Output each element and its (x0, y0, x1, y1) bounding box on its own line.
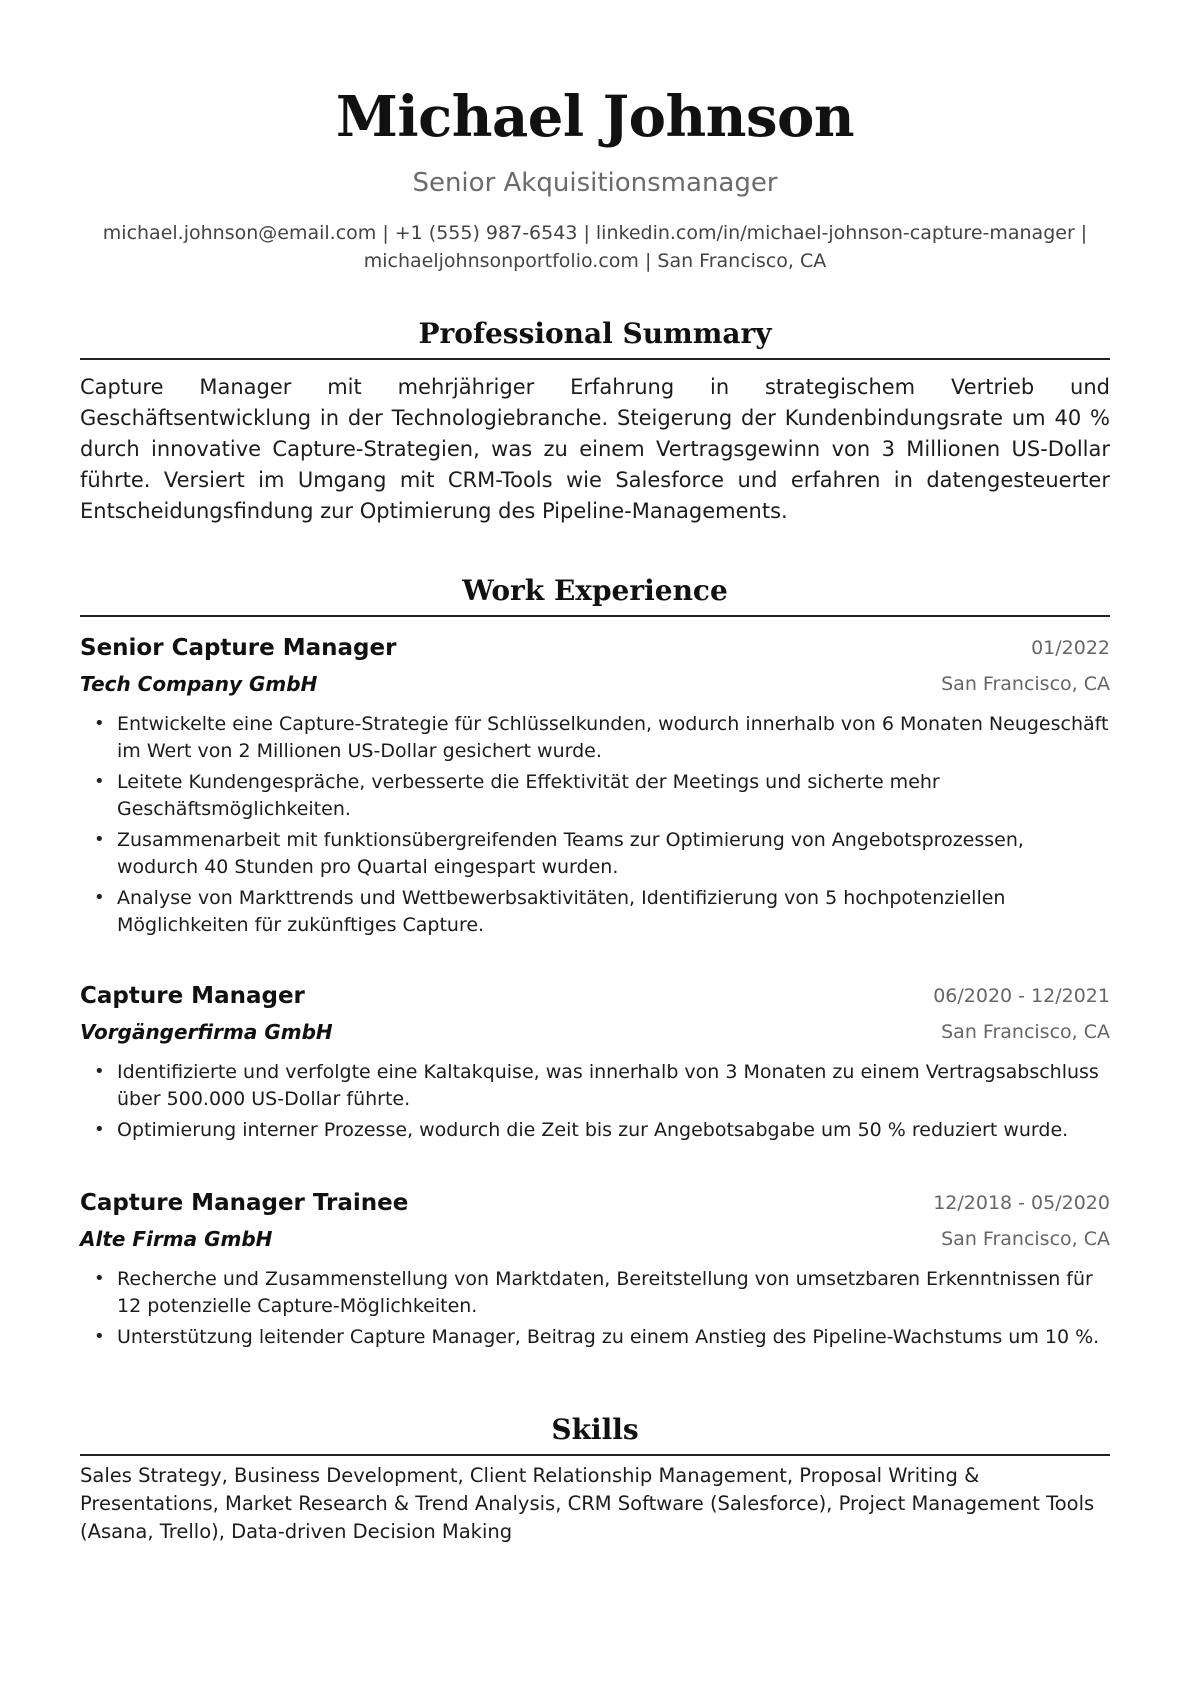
job-bullet: • Optimierung interner Prozesse, wodurch die Zeit bis zur Angebotsabgabe um 50 % reduziert wurde. (80, 1117, 1110, 1144)
job-date: 12/2018 - 05/2020 (933, 1192, 1110, 1214)
experience-heading: Work Experience (462, 574, 728, 607)
bullet-icon: • (94, 713, 105, 734)
bullet-icon: • (94, 1268, 105, 1289)
job-bullet: • Unterstützung leitender Capture Manager, Beitrag zu einem Anstieg des Pipeline-Wachstums um 10 %. (80, 1324, 1110, 1351)
summary-heading: Professional Summary (418, 317, 772, 350)
job-bullet: • Analyse von Markttrends und Wettbewerbsaktivitäten, Identifizierung von 5 hochpotenziellen Möglichkeiten für zukünftiges Capture. (94, 887, 1006, 936)
summary-divider (80, 358, 1110, 360)
job-bullet: • Zusammenarbeit mit funktionsübergreifenden Teams zur Optimierung von Angebotsprozessen, wodurch 40 Stunden pro Quartal eingespart wurden. (94, 829, 1024, 878)
experience-divider (80, 615, 1110, 617)
job-entry (80, 631, 1110, 943)
contact-info (100, 219, 1090, 275)
contact-line-1: michael.johnson@email.com | +1 (555) 987-6543 | linkedin.com/in/michael-johnson-capture-manager | (102, 222, 1088, 244)
job-location: San Francisco, CA (941, 1021, 1110, 1043)
job-location: San Francisco, CA (941, 673, 1110, 695)
candidate-name: Michael Johnson (335, 84, 855, 150)
job-bullets (80, 1059, 1110, 1144)
job-bullets (80, 1266, 1110, 1351)
job-company: Tech Company GmbH (80, 672, 318, 696)
bullet-icon: • (94, 1119, 105, 1140)
job-bullet: • Leitete Kundengespräche, verbesserte die Effektivität der Meetings und sicherte mehr Geschäftsmöglichkeiten. (94, 771, 940, 820)
job-location: San Francisco, CA (941, 1228, 1110, 1250)
bullet-icon: • (94, 771, 105, 792)
skills-heading: Skills (551, 1413, 639, 1446)
job-bullet: • Recherche und Zusammenstellung von Marktdaten, Bereitstellung von umsetzbaren Erkenntnissen für 12 potenzielle Capture-Möglichkeiten. (94, 1268, 1093, 1317)
job-date: 06/2020 - 12/2021 (933, 985, 1110, 1007)
bullet-icon: • (94, 1326, 105, 1347)
job-entry (80, 979, 1110, 1149)
job-bullets (80, 711, 1110, 938)
job-bullet: • Entwickelte eine Capture-Strategie für Schlüsselkunden, wodurch innerhalb von 6 Monaten Neugeschäft im Wert von 2 Millionen US-Dollar gesichert wurde. (94, 713, 1109, 762)
job-title: Capture Manager Trainee (80, 1190, 409, 1216)
bullet-icon: • (94, 1061, 105, 1082)
job-entry (80, 1186, 1110, 1356)
summary-text: Capture Manager mit mehrjähriger Erfahrung in strategischem Vertrieb und Geschäftsentwicklung in der Technologiebranche. Steigerung der Kundenbindungsrate um 40 % durch innovative Capture-Strategien, was zu einem Vertragsgewinn von 3 Millionen US-Dollar führte. Versiert im Umgang mit CRM-Tools wie Salesforce und erfahren in datengesteuerter Entscheidungsfindung zur Optimierung des Pipeline-Managements. (80, 375, 1110, 523)
job-title: Senior Capture Manager (80, 635, 397, 661)
bullet-icon: • (94, 887, 105, 908)
job-company: Vorgängerfirma GmbH (80, 1020, 333, 1044)
job-bullet: • Identifizierte und verfolgte eine Kaltakquise, was innerhalb von 3 Monaten zu einem Vertragsabschluss über 500.000 US-Dollar führte. (94, 1061, 1099, 1110)
skills-divider (80, 1454, 1110, 1456)
skills-text: Sales Strategy, Business Development, Client Relationship Management, Proposal Writing & Presentations, Market Research & Trend Analysis, CRM Software (Salesforce), Project Management Tools (Asana, Trello), Data-driven Decision Making (80, 1464, 1095, 1543)
job-title: Capture Manager (80, 983, 305, 1009)
bullet-icon: • (94, 829, 105, 850)
job-date: 01/2022 (1031, 637, 1110, 659)
job-company: Alte Firma GmbH (80, 1227, 273, 1251)
contact-line-2: michaeljohnsonportfolio.com | San Francisco, CA (363, 250, 827, 272)
candidate-role: Senior Akquisitionsmanager (412, 168, 778, 198)
